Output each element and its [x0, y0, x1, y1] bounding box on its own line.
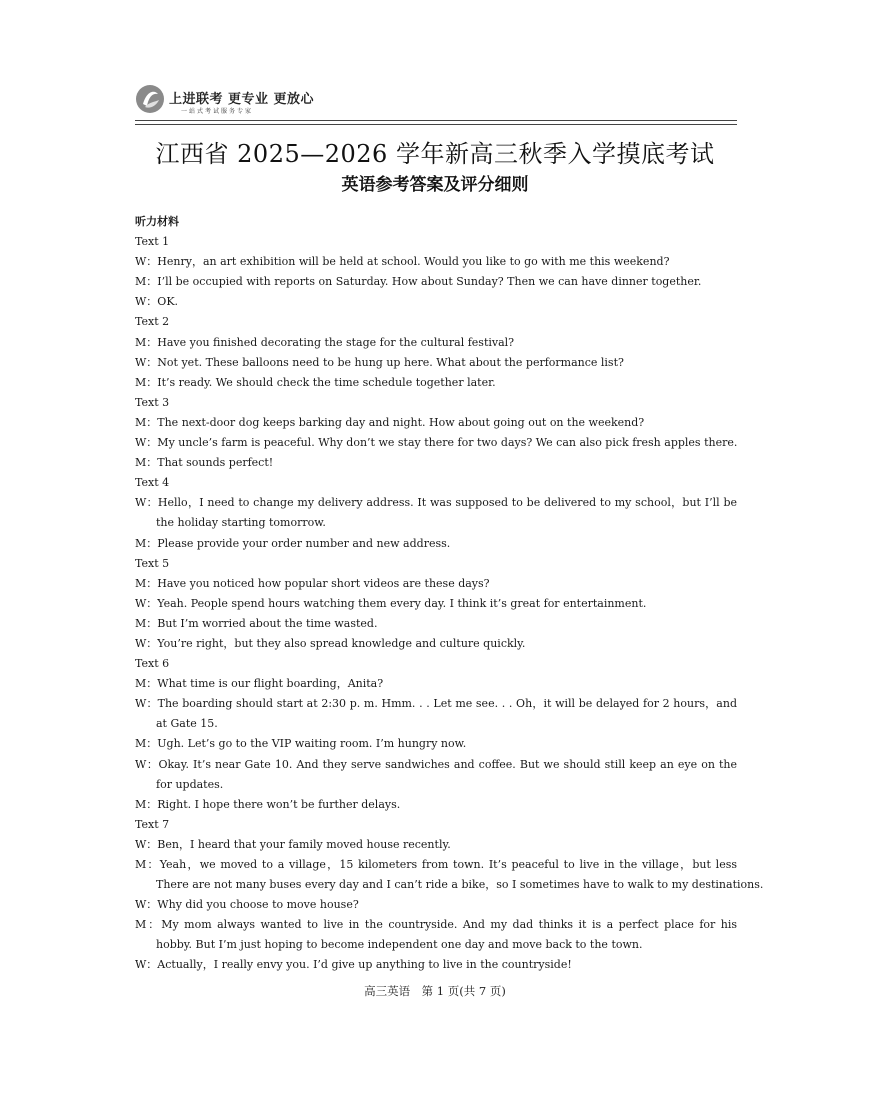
- dialogue-line: M：But I’m worried about the time wasted.: [135, 616, 378, 630]
- dialogue-continuation: for updates.: [156, 777, 224, 791]
- exam-title: 江西省 2025—2026 学年新高三秋季入学摸底考试: [155, 140, 715, 168]
- dialogue-line: M：Yeah，we moved to a village，15 kilometers from town. It’s peaceful to live in the village，but less: [135, 858, 737, 871]
- dialogue-line: M：Right. I hope there won’t be further delays.: [135, 797, 401, 811]
- dialogue-line: M：Please provide your order number and new address.: [135, 536, 451, 550]
- dialogue-line: W：Actually，I really envy you. I’d give up anything to live in the countryside!: [135, 958, 572, 972]
- dialogue-line: W：Hello，I need to change my delivery address. It was supposed to be delivered to my school，but I’ll be: [135, 496, 737, 510]
- dialogue-continuation: There are not many buses every day and I can’t ride a bike，so I sometimes have to walk to my destinations.: [156, 878, 764, 892]
- dialogue-continuation: at Gate 15.: [156, 717, 218, 731]
- header-rule-thin: [135, 124, 737, 125]
- dialogue-line: W：My uncle’s farm is peaceful. Why don’t we stay there for two days? We can also pick fresh apples there.: [135, 436, 738, 450]
- logo-icon: [135, 84, 165, 114]
- text-label: Text 7: [135, 817, 170, 831]
- page-header: [135, 82, 737, 126]
- exam-subtitle: 英语参考答案及评分细则: [341, 175, 529, 195]
- text-label: Text 5: [135, 556, 170, 570]
- text-label: Text 1: [135, 235, 170, 249]
- dialogue-line: M：Ugh. Let’s go to the VIP waiting room. I’m hungry now.: [135, 737, 467, 751]
- dialogue-line: W：Yeah. People spend hours watching them every day. I think it’s great for entertainment.: [135, 596, 647, 610]
- dialogue-line: M：That sounds perfect!: [135, 456, 274, 470]
- dialogue-line: W：You’re right，but they also spread knowledge and culture quickly.: [135, 636, 526, 650]
- dialogue-line: W：OK.: [135, 295, 179, 309]
- dialogue-line: M：I’ll be occupied with reports on Saturday. How about Sunday? Then we can have dinner together.: [135, 275, 702, 289]
- dialogue-continuation: the holiday starting tomorrow.: [156, 516, 326, 530]
- page-footer: 高三英语 第 1 页(共 7 页): [364, 984, 506, 998]
- text-label: Text 4: [135, 476, 170, 490]
- dialogue-line: M：Have you finished decorating the stage for the cultural festival?: [135, 335, 515, 349]
- text-label: Text 2: [135, 315, 170, 329]
- dialogue-line: M：It’s ready. We should check the time schedule together later.: [135, 375, 496, 389]
- dialogue-line: W：Why did you choose to move house?: [135, 898, 359, 912]
- dialogue-line: M：The next-door dog keeps barking day and night. How about going out on the weekend?: [135, 415, 645, 429]
- dialogue-line: W：The boarding should start at 2:30 p. m. Hmm. . . Let me see. . . Oh，it will be delayed for 2 hours，and: [135, 697, 737, 711]
- dialogue-line: W：Ben，I heard that your family moved house recently.: [135, 837, 451, 851]
- section-heading: 听力材料: [135, 215, 179, 228]
- dialogue-line: W：Not yet. These balloons need to be hung up here. What about the performance list?: [135, 355, 624, 369]
- dialogue-line: M：My mom always wanted to live in the countryside. And my dad thinks it is a perfect place for his: [135, 918, 737, 932]
- dialogue-continuation: hobby. But I’m just hoping to become independent one day and move back to the town.: [156, 938, 643, 952]
- dialogue-line: W：Okay. It’s near Gate 10. And they serve sandwiches and coffee. But we should still keep an eye on the: [135, 757, 737, 771]
- text-label: Text 6: [135, 657, 170, 671]
- dialogue-line: W：Henry，an art exhibition will be held at school. Would you like to go with me this weekend?: [135, 255, 670, 269]
- header-rule: [135, 120, 737, 121]
- dialogue-line: M：What time is our flight boarding，Anita?: [135, 677, 384, 691]
- text-label: Text 3: [135, 395, 170, 409]
- logo-text: 上进联考 更专业 更放心: [169, 92, 315, 107]
- dialogue-line: M：Have you noticed how popular short videos are these days?: [135, 576, 490, 590]
- logo-subtext: 一站式考试服务专家: [181, 108, 254, 115]
- listening-transcript: [135, 212, 764, 976]
